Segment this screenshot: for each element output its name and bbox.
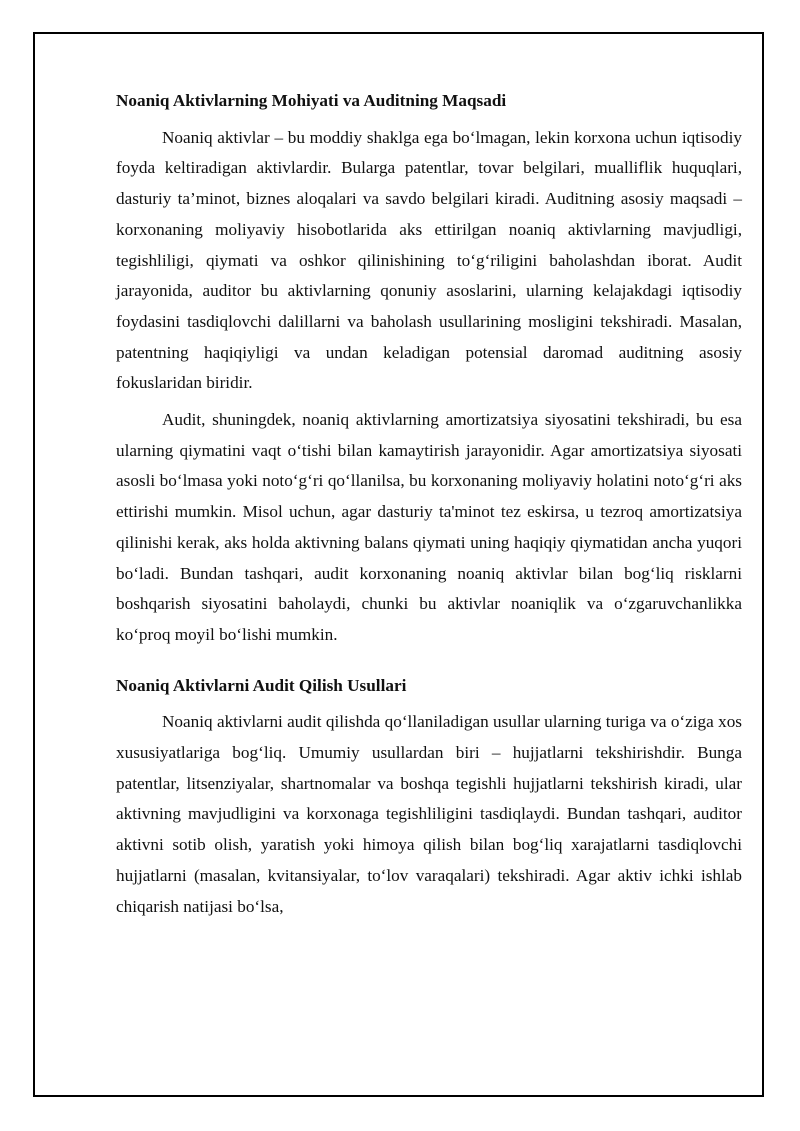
- section-heading-2: Noaniq Aktivlarni Audit Qilish Usullari: [116, 675, 407, 695]
- section-2-paragraph-1: Noaniq aktivlarni audit qilishda qo‘llaniladigan usullar ularning turiga va o‘ziga xos xususiyatlariga bog‘liq. Umumiy usullardan biri – hujjatlarni tekshirishdir. Bunga patentlar, litsenziyalar, shartnomalar va boshqa tegishli hujjatlarni tekshirish kiradi, ular aktivning mavjudligini va korxonaga tegishliligini tasdiqlaydi. Bundan tashqari, auditor aktivni sotib olish, yaratish yoki himoya qilish bilan bog‘liq xarajatlarni tasdiqlovchi hujjatlarni (masalan, kvitansiyalar, to‘lov varaqalari) tekshiradi. Agar aktiv ichki ishlab chiqarish natijasi bo‘lsa,: [116, 712, 742, 916]
- section-heading-1: Noaniq Aktivlarning Mohiyati va Auditning Maqsadi: [116, 91, 507, 110]
- document-body: [116, 86, 742, 922]
- section-1-paragraph-1: Noaniq aktivlar – bu moddiy shaklga ega bo‘lmagan, lekin korxona uchun iqtisodiy foyda keltiradigan aktivlardir. Bularga patentlar, tovar belgilari, mualliflik huquqlari, dasturiy ta’minot, biznes aloqalari va savdo belgilari kiradi. Auditning asosiy maqsadi – korxonaning moliyaviy hisobotlarida aks ettirilgan noaniq aktivlarning mavjudligi, tegishliligi, qiymati va oshkor qilinishining to‘g‘riligini baholashdan iborat. Audit jarayonida, auditor bu aktivlarning qonuniy asoslarini, ularning kelajakdagi iqtisodiy foydasini tasdiqlovchi dalillarni va baholash usullarining mosligini tekshiradi. Masalan, patentning haqiqiyligi va undan keladigan potensial daromad auditning asosiy fokuslaridan biridir.: [116, 127, 742, 393]
- section-1-paragraph-2: Audit, shuningdek, noaniq aktivlarning amortizatsiya siyosatini tekshiradi, bu esa ularning qiymatini vaqt o‘tishi bilan kamaytirish jarayonidir. Agar amortizatsiya siyosati asosli bo‘lmasa yoki noto‘g‘ri qo‘llanilsa, bu korxonaning moliyaviy holatini noto‘g‘ri aks ettirishi mumkin. Misol uchun, agar dasturiy ta'minot tez eskirsa, u tezroq amortizatsiya qilinishi kerak, aks holda aktivning balans qiymati uning haqiqiy qiymatidan ancha yuqori bo‘ladi. Bundan tashqari, audit korxonaning noaniq aktivlar bilan bog‘liq risklarni boshqarish siyosatini baholaydi, chunki bu aktivlar noaniqlik va o‘zgaruvchanlikka ko‘proq moyil bo‘lishi mumkin.: [116, 410, 742, 644]
